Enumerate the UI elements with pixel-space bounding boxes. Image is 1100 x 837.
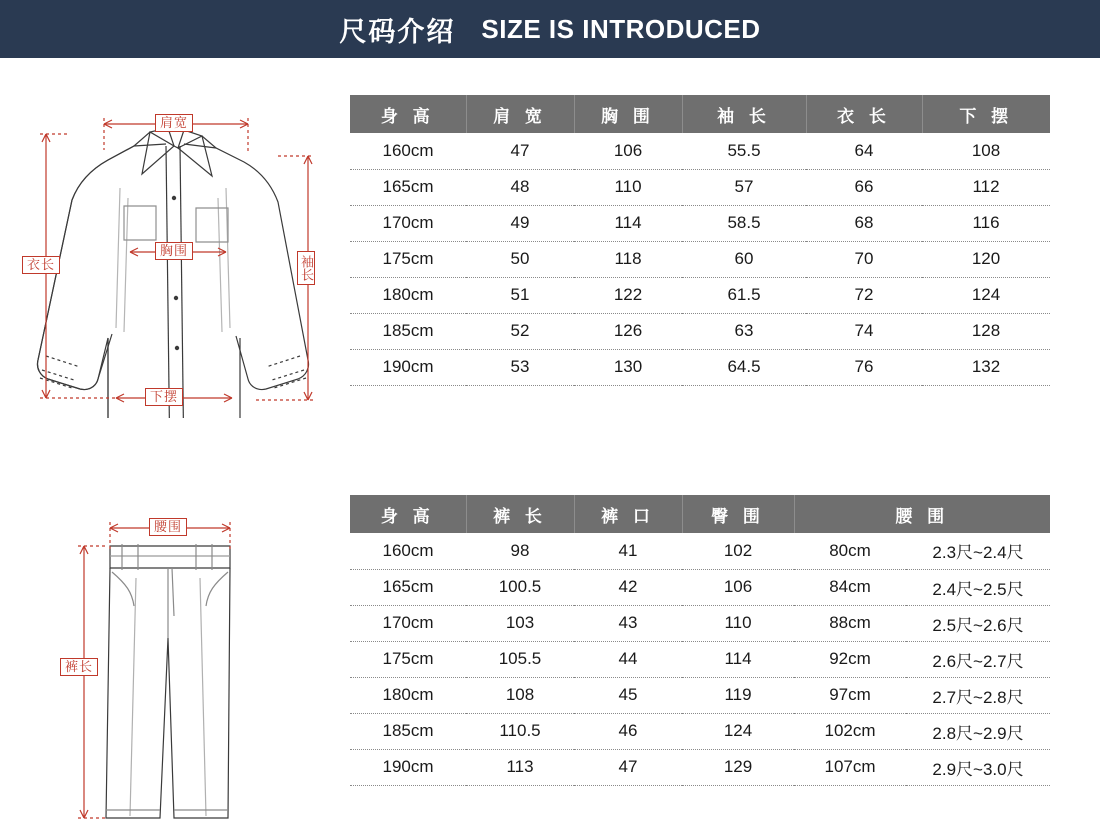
cell: 2.5尺~2.6尺 [906,605,1050,641]
pants-header-2: 裤 口 [574,495,682,533]
cell: 120 [922,241,1050,277]
cell: 61.5 [682,277,806,313]
table-row [350,241,1050,277]
cell: 170cm [350,605,466,641]
cell: 119 [682,677,794,713]
cell: 51 [466,277,574,313]
cell: 66 [806,169,922,205]
cell: 100.5 [466,569,574,605]
cell: 2.3尺~2.4尺 [906,533,1050,569]
label-chest: 胸围 [155,242,193,260]
cell: 107cm [794,749,906,785]
cell: 128 [922,313,1050,349]
table-row [350,349,1050,385]
cell: 84cm [794,569,906,605]
banner-title-en: SIZE IS INTRODUCED [481,13,761,44]
cell: 80cm [794,533,906,569]
label-hem: 下摆 [145,388,183,406]
cell: 55.5 [682,133,806,169]
pants-header-0: 身 高 [350,495,466,533]
cell: 108 [466,677,574,713]
cell: 106 [574,133,682,169]
cell: 43 [574,605,682,641]
cell: 102 [682,533,794,569]
cell: 114 [682,641,794,677]
cell: 46 [574,713,682,749]
label-sleeve-length: 袖长 [297,251,315,285]
table-row [350,313,1050,349]
cell: 180cm [350,677,466,713]
cell: 48 [466,169,574,205]
cell: 122 [574,277,682,313]
table-row [350,133,1050,169]
cell: 53 [466,349,574,385]
pants-drawing [60,488,320,833]
cell: 165cm [350,169,466,205]
cell: 42 [574,569,682,605]
cell: 190cm [350,349,466,385]
cell: 47 [574,749,682,785]
table-header-row [350,495,1050,533]
cell: 110 [682,605,794,641]
label-shoulder-width: 肩宽 [155,114,193,132]
cell: 52 [466,313,574,349]
pants-header-4: 腰 围 [794,495,1050,533]
cell: 126 [574,313,682,349]
shirt-header-3: 袖 长 [682,95,806,133]
cell: 47 [466,133,574,169]
cell: 160cm [350,133,466,169]
cell: 124 [682,713,794,749]
shirt-header-1: 肩 宽 [466,95,574,133]
cell: 76 [806,349,922,385]
cell: 2.6尺~2.7尺 [906,641,1050,677]
shirt-header-4: 衣 长 [806,95,922,133]
banner-title-cn: 尺码介绍 [339,16,456,47]
pants-illustration [60,488,320,833]
cell: 74 [806,313,922,349]
cell: 110 [574,169,682,205]
cell: 2.8尺~2.9尺 [906,713,1050,749]
cell: 63 [682,313,806,349]
cell: 106 [682,569,794,605]
cell: 50 [466,241,574,277]
table-row [350,641,1050,677]
cell: 49 [466,205,574,241]
cell: 132 [922,349,1050,385]
cell: 130 [574,349,682,385]
cell: 2.4尺~2.5尺 [906,569,1050,605]
cell: 44 [574,641,682,677]
cell: 185cm [350,313,466,349]
shirt-illustration [16,88,336,418]
cell: 116 [922,205,1050,241]
cell: 175cm [350,641,466,677]
table-header-row [350,95,1050,133]
cell: 165cm [350,569,466,605]
table-row [350,569,1050,605]
cell: 102cm [794,713,906,749]
cell: 72 [806,277,922,313]
cell: 112 [922,169,1050,205]
cell: 60 [682,241,806,277]
cell: 58.5 [682,205,806,241]
cell: 88cm [794,605,906,641]
table-row [350,205,1050,241]
cell: 64.5 [682,349,806,385]
label-waist: 腰围 [149,518,187,536]
cell: 2.9尺~3.0尺 [906,749,1050,785]
cell: 124 [922,277,1050,313]
shirt-header-5: 下 摆 [922,95,1050,133]
shirt-header-2: 胸 围 [574,95,682,133]
shirt-header-0: 身 高 [350,95,466,133]
table-row [350,169,1050,205]
cell: 160cm [350,533,466,569]
label-garment-length: 衣长 [22,256,60,274]
cell: 103 [466,605,574,641]
label-pants-length: 裤长 [60,658,98,676]
cell: 129 [682,749,794,785]
table-row [350,605,1050,641]
cell: 45 [574,677,682,713]
pants-header-1: 裤 长 [466,495,574,533]
cell: 41 [574,533,682,569]
cell: 105.5 [466,641,574,677]
cell: 114 [574,205,682,241]
page-banner [0,0,1100,58]
table-row [350,277,1050,313]
pants-size-table [350,495,1050,786]
cell: 70 [806,241,922,277]
cell: 110.5 [466,713,574,749]
pants-header-3: 臀 围 [682,495,794,533]
cell: 175cm [350,241,466,277]
cell: 108 [922,133,1050,169]
cell: 2.7尺~2.8尺 [906,677,1050,713]
cell: 180cm [350,277,466,313]
cell: 170cm [350,205,466,241]
cell: 190cm [350,749,466,785]
table-row [350,533,1050,569]
cell: 98 [466,533,574,569]
table-row [350,749,1050,785]
cell: 64 [806,133,922,169]
table-row [350,677,1050,713]
cell: 68 [806,205,922,241]
table-row [350,713,1050,749]
cell: 113 [466,749,574,785]
cell: 118 [574,241,682,277]
cell: 97cm [794,677,906,713]
cell: 92cm [794,641,906,677]
shirt-size-table [350,95,1050,386]
cell: 57 [682,169,806,205]
cell: 185cm [350,713,466,749]
